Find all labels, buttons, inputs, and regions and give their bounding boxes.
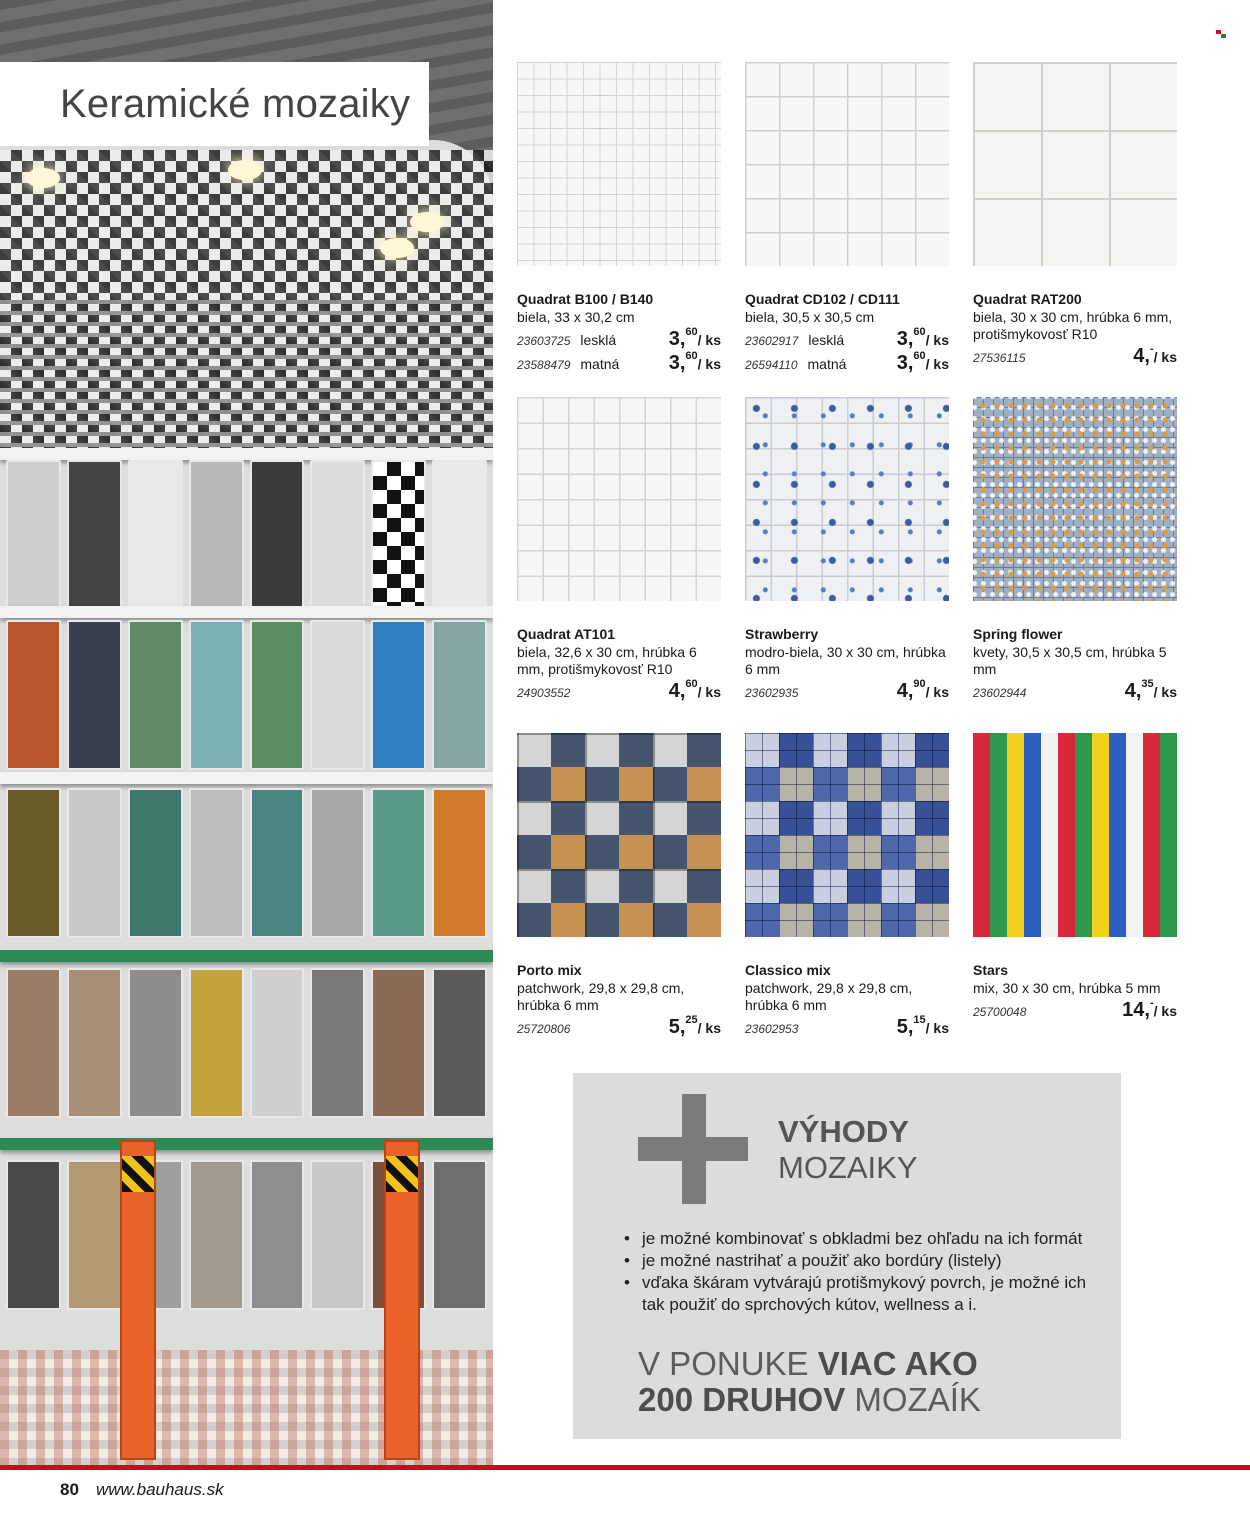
shelf-board	[0, 772, 493, 784]
product-card	[517, 397, 721, 702]
product-desc: biela, 32,6 x 30 cm, hrúbka 6 mm, protišmykovosť R10	[517, 644, 697, 677]
product-desc: mix, 30 x 30 cm, hrúbka 5 mm	[973, 980, 1161, 996]
ceiling-lamp	[228, 160, 262, 180]
product-name: Quadrat CD102 / CD111	[745, 291, 900, 307]
price: 5,25/ ks	[668, 1014, 721, 1038]
price-row	[973, 999, 1177, 1021]
product-swatch	[745, 62, 949, 266]
benefits-title: VÝHODY MOZAIKY	[778, 1114, 918, 1185]
brand-corner-mark	[1216, 30, 1226, 38]
product-card	[517, 62, 721, 374]
shelf-board	[0, 448, 493, 460]
price-row	[973, 680, 1177, 702]
price-row	[745, 1016, 949, 1038]
shelf-row	[0, 460, 493, 625]
product-swatch	[745, 397, 949, 601]
product-swatch	[517, 397, 721, 601]
list-item: • je možné nastrihať a použiť ako bordúry (listely)	[622, 1250, 1102, 1272]
mosaic-band-lower	[0, 300, 493, 450]
price: 4,60/ ks	[668, 678, 721, 702]
price-row	[973, 345, 1177, 367]
product-variant: lesklá	[808, 332, 845, 348]
product-code: 23588479	[517, 358, 571, 372]
price: 5,15/ ks	[896, 1014, 949, 1038]
product-name: Quadrat RAT200	[973, 291, 1082, 307]
product-code: 23602935	[745, 686, 799, 700]
product-swatch	[517, 733, 721, 937]
price-row	[517, 352, 721, 374]
product-code: 26594110	[745, 358, 798, 372]
product-name: Quadrat B100 / B140	[517, 291, 654, 307]
ceiling-lamp	[410, 212, 444, 232]
product-code: 23602944	[973, 686, 1027, 700]
product-card	[745, 733, 949, 1038]
page-title: Keramické mozaiky	[60, 81, 411, 126]
price-row	[517, 1016, 721, 1038]
product-swatch	[973, 397, 1177, 601]
footer-rule	[0, 1465, 1250, 1470]
product-desc: biela, 33 x 30,2 cm	[517, 309, 635, 325]
product-code: 23602917	[745, 334, 799, 348]
shelf-row	[0, 968, 493, 1133]
product-swatch	[745, 733, 949, 937]
price: 4,-/ ks	[1133, 343, 1177, 367]
product-variant: matná	[807, 356, 847, 372]
shelf-row	[0, 620, 493, 785]
product-desc: biela, 30 x 30 cm, hrúbka 6 mm, protišmykovosť R10	[973, 309, 1173, 342]
price: 3,60/ ks	[896, 326, 949, 350]
product-name: Porto mix	[517, 962, 582, 978]
ceiling-lamp	[380, 238, 414, 258]
benefits-footer: V PONUKE VIAC AKO 200 DRUHOV MOZAÍK	[638, 1345, 981, 1418]
product-desc: modro-biela, 30 x 30 cm, hrúbka 6 mm	[745, 644, 946, 677]
product-variant: lesklá	[580, 332, 617, 348]
page-number: 80	[60, 1480, 79, 1499]
product-code: 23603725	[517, 334, 571, 348]
price: 4,35/ ks	[1124, 678, 1177, 702]
price: 3,60/ ks	[896, 350, 949, 374]
product-card	[973, 62, 1177, 367]
product-name: Spring flower	[973, 626, 1063, 642]
shelf-board	[0, 950, 493, 962]
product-card	[745, 62, 949, 374]
product-desc: patchwork, 29,8 x 29,8 cm, hrúbka 6 mm	[745, 980, 913, 1013]
product-code: 25720806	[517, 1022, 571, 1036]
shelf-row	[0, 788, 493, 953]
product-card	[973, 397, 1177, 702]
shelf-board	[0, 606, 493, 618]
plus-icon	[638, 1137, 748, 1161]
product-code: 27536115	[973, 351, 1026, 365]
product-swatch	[517, 62, 721, 266]
product-card	[745, 397, 949, 702]
price: 14,-/ ks	[1122, 997, 1177, 1021]
price: 3,60/ ks	[668, 326, 721, 350]
list-item: • je možné kombinovať s obkladmi bez ohľadu na ich formát	[622, 1228, 1102, 1250]
price: 4,90/ ks	[896, 678, 949, 702]
price-row	[517, 680, 721, 702]
product-desc: biela, 30,5 x 30,5 cm	[745, 309, 875, 325]
product-code: 25700048	[973, 1005, 1027, 1019]
safety-bollard	[384, 1140, 420, 1460]
title-box	[0, 62, 429, 146]
price-row	[517, 328, 721, 350]
product-name: Quadrat AT101	[517, 626, 616, 642]
product-variant: matná	[580, 356, 620, 372]
showroom-photo	[0, 0, 493, 1465]
product-name: Strawberry	[745, 626, 819, 642]
product-swatch	[973, 733, 1177, 937]
benefits-list	[622, 1228, 1102, 1316]
website-link[interactable]: www.bauhaus.sk	[96, 1480, 224, 1499]
product-swatch	[973, 62, 1177, 266]
list-item: • vďaka škáram vytvárajú protišmykový povrch, je možné ich tak použiť do sprchových kútov, wellness a i.	[622, 1272, 1102, 1316]
price-row	[745, 352, 949, 374]
product-code: 23602953	[745, 1022, 799, 1036]
price: 3,60/ ks	[668, 350, 721, 374]
product-name: Classico mix	[745, 962, 831, 978]
product-code: 24903552	[517, 686, 571, 700]
ceiling-lamp	[26, 168, 60, 188]
safety-bollard	[120, 1140, 156, 1460]
product-desc: kvety, 30,5 x 30,5 cm, hrúbka 5 mm	[973, 644, 1167, 677]
product-card	[517, 733, 721, 1038]
price-row	[745, 328, 949, 350]
price-row	[745, 680, 949, 702]
product-card	[973, 733, 1177, 1021]
product-name: Stars	[973, 962, 1009, 978]
product-desc: patchwork, 29,8 x 29,8 cm, hrúbka 6 mm	[517, 980, 685, 1013]
